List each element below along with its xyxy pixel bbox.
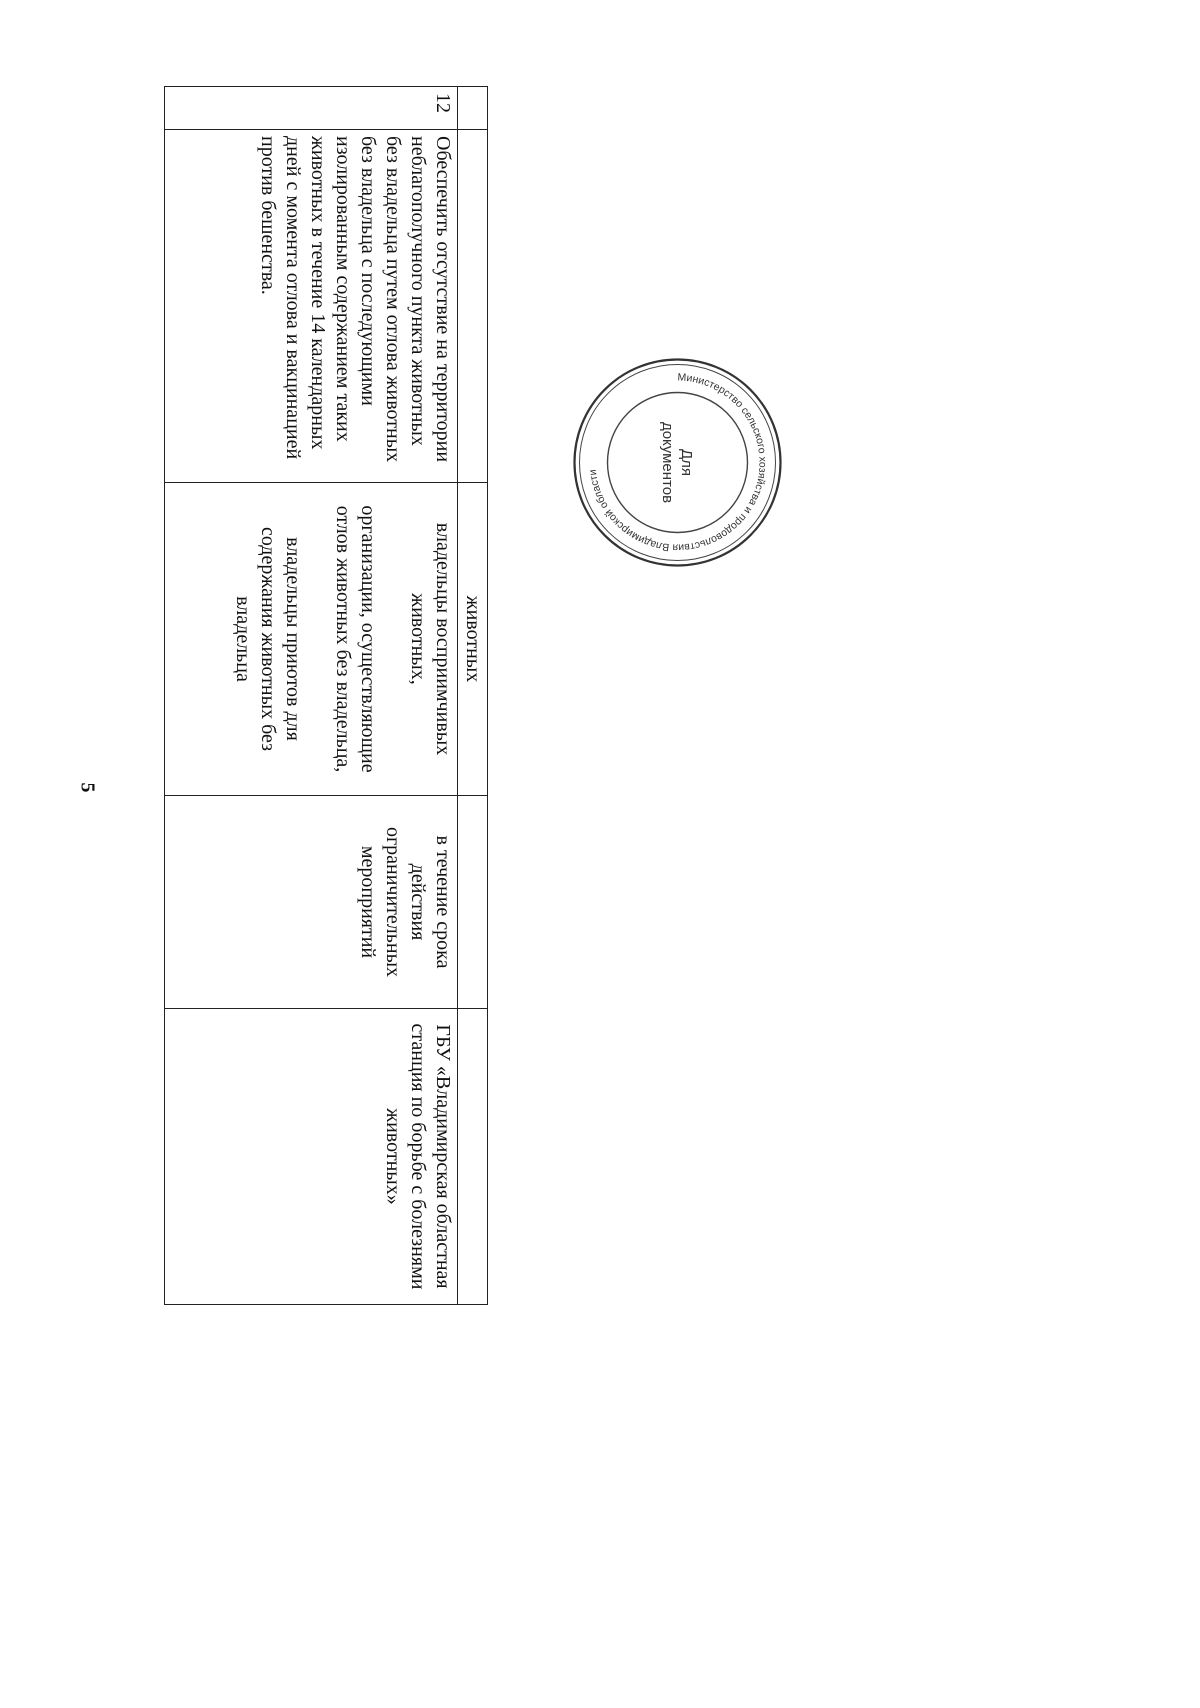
seal-stamp bbox=[570, 355, 785, 570]
spacer bbox=[380, 489, 405, 789]
header-cell: животных bbox=[458, 483, 488, 796]
executor-item: владельцы восприимчивых животных, bbox=[407, 522, 454, 756]
executor-item: владельцы приютов для содержания животных без владельца bbox=[232, 526, 304, 752]
controller-cell: ГБУ «Владимирская областная станция по борьбе с болезнями животных» bbox=[165, 1009, 458, 1305]
page-number: 5 bbox=[76, 782, 99, 793]
table-header-row bbox=[458, 87, 488, 1305]
stamp-ring-text: Министерство сельского хозяйства и продовольствия Владимирской области bbox=[586, 371, 769, 554]
executors-cell bbox=[165, 483, 458, 796]
spacer bbox=[305, 489, 330, 789]
measures-table bbox=[164, 86, 488, 1305]
stamp-center-text-2: документов bbox=[659, 421, 676, 504]
header-cell bbox=[458, 87, 488, 130]
row-number: 12 bbox=[165, 87, 458, 130]
stamp-center-text-1: Для bbox=[678, 448, 695, 477]
term-cell: в течение срока действия ограничительных мероприятий bbox=[165, 796, 458, 1009]
header-cell bbox=[458, 796, 488, 1009]
table-row bbox=[165, 87, 458, 1305]
header-cell bbox=[458, 1009, 488, 1305]
executor-item: организации, осуществляющие отлов животных без владельца, bbox=[332, 505, 379, 773]
header-cell bbox=[458, 130, 488, 483]
stamp-graphic bbox=[570, 355, 785, 570]
measure-cell: Обеспечить отсутствие на территории неблагополучного пункта животных без владельца путем отлова животных без владельца с последующими изолированным содержанием таких животных в течение 14 календарных дней с момента отлова и вакцинацией против бешенства. bbox=[165, 130, 458, 483]
